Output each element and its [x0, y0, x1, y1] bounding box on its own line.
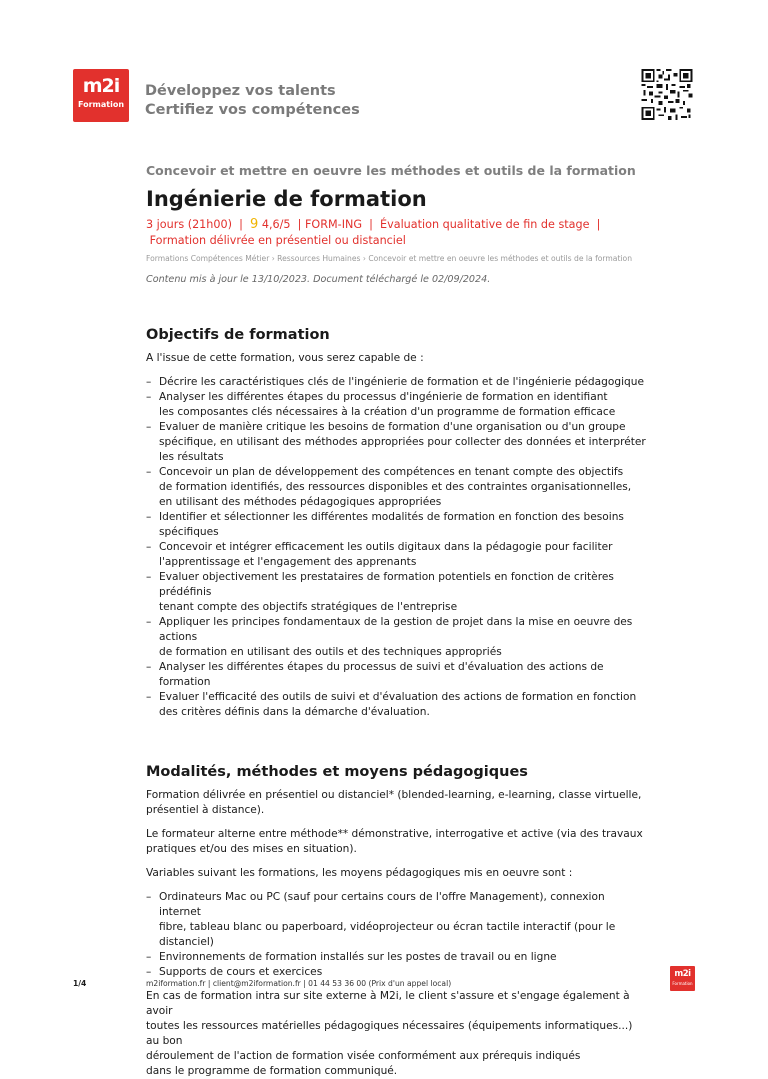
- text-line: toutes les ressources matérielles pédagogiques nécessaires (équipements informatiques...) au bon: [146, 1020, 633, 1047]
- text-line: Evaluer objectivement les prestataires de formation potentiels en fonction de critères prédéfinis: [159, 571, 614, 598]
- text-line: l'apprentissage et l'engagement des apprenants: [159, 556, 417, 568]
- text-line: fibre, tableau blanc ou paperboard, vidéoprojecteur ou écran tactile interactif (pour le distanciel): [159, 921, 616, 948]
- tagline-line-1: Développez vos talents: [145, 83, 336, 99]
- methods-paragraph-2: [146, 827, 646, 857]
- text-line: spécifiques: [159, 526, 219, 538]
- footer-logo-text: m2i: [674, 969, 691, 979]
- text-line: Analyser les différentes étapes du processus de suivi et d'évaluation des actions de formation: [159, 661, 604, 688]
- text-line: tenant compte des objectifs stratégiques de l'entreprise: [159, 601, 458, 613]
- tagline-line-2: Certifiez vos compétences: [145, 102, 360, 118]
- text-line: déroulement de l'action de formation visée conformément aux prérequis indiqués: [146, 1050, 581, 1062]
- page-number: 1/4: [73, 979, 87, 988]
- m2i-logo[interactable]: [73, 69, 129, 122]
- star-icon: 9: [250, 217, 259, 232]
- list-item: [146, 510, 646, 540]
- list-item: [146, 375, 646, 390]
- list-item: [146, 660, 646, 690]
- text-line: dans le programme de formation communiqué.: [146, 1065, 398, 1077]
- footer-logo: [670, 966, 695, 991]
- text-line: les composantes clés nécessaires à la création d'un programme de formation efficace: [159, 406, 616, 418]
- text-line: Le formateur alterne entre méthode** démonstrative, interrogative et active (via des travaux: [146, 828, 643, 840]
- text-line: en utilisant des méthodes pédagogiques appropriées: [159, 496, 442, 508]
- objectives-list: [146, 375, 646, 720]
- text-line: Environnements de formation installés sur les postes de travail ou en ligne: [159, 951, 557, 963]
- footer-contact: m2iformation.fr | client@m2iformation.fr | 01 44 53 36 00 (Prix d'un appel local): [146, 979, 452, 988]
- logo-text: m2i: [82, 75, 120, 97]
- methods-heading: Modalités, méthodes et moyens pédagogiques: [146, 764, 528, 780]
- text-line: Décrire les caractéristiques clés de l'ingénierie de formation et de l'ingénierie pédagogique: [159, 376, 644, 388]
- list-item: [146, 465, 646, 510]
- text-line: de formation identifiés, des ressources disponibles et des contraintes organisationnelles,: [159, 481, 632, 493]
- list-item: [146, 890, 646, 950]
- tagline: [145, 82, 360, 120]
- footer-logo-subtext: Formation: [672, 981, 693, 986]
- text-line: les résultats: [159, 451, 224, 463]
- text-line: Evaluer l'efficacité des outils de suivi et d'évaluation des actions de formation en fonction: [159, 691, 637, 703]
- update-notice: Contenu mis à jour le 13/10/2023. Document téléchargé le 02/09/2024.: [146, 274, 491, 285]
- course-subtitle: Concevoir et mettre en oeuvre les méthodes et outils de la formation: [146, 163, 636, 178]
- course-code: FORM-ING: [304, 218, 363, 231]
- text-line: Identifier et sélectionner les différentes modalités de formation en fonction des besoins: [159, 511, 624, 523]
- list-item: [146, 420, 646, 465]
- course-evaluation: Évaluation qualitative de fin de stage: [380, 218, 590, 231]
- course-content: [146, 162, 646, 1079]
- course-duration: 3 jours (21h00): [146, 218, 232, 231]
- objectives-heading: Objectifs de formation: [146, 327, 330, 343]
- text-line: des critères définis dans la démarche d'évaluation.: [159, 706, 430, 718]
- text-line: En cas de formation intra sur site externe à M2i, le client s'assure et s'engage également à avoir: [146, 990, 630, 1017]
- list-item: [146, 965, 646, 980]
- objectives-intro: A l'issue de cette formation, vous serez capable de :: [146, 352, 424, 364]
- text-line: Analyser les différentes étapes du processus d'ingénierie de formation en identifiant: [159, 391, 608, 403]
- methods-list: [146, 890, 646, 980]
- text-line: Formation délivrée en présentiel ou distanciel* (blended-learning, e-learning, classe virtuelle,: [146, 789, 642, 801]
- text-line: Supports de cours et exercices: [159, 966, 323, 978]
- text-line: de formation en utilisant des outils et des techniques appropriés: [159, 646, 502, 658]
- list-item: [146, 390, 646, 420]
- text-line: Ordinateurs Mac ou PC (sauf pour certains cours de l'offre Management), connexion internet: [159, 891, 605, 918]
- methods-paragraph-1: [146, 788, 646, 818]
- list-item: [146, 570, 646, 615]
- course-rating: 4,6/5: [261, 218, 291, 231]
- list-item: [146, 540, 646, 570]
- course-meta: 3 jours (21h00) | 9 4,6/5 | FORM-ING | Évaluation qualitative de fin de stage | Formation délivrée en présentiel ou distanciel: [146, 217, 601, 247]
- methods-paragraph-4: [146, 989, 646, 1079]
- qr-code-icon: [640, 69, 694, 120]
- text-line: Evaluer de manière critique les besoins de formation d'une organisation ou d'un groupe: [159, 421, 626, 433]
- methods-paragraph-3: Variables suivant les formations, les moyens pédagogiques mis en oeuvre sont :: [146, 867, 573, 879]
- text-line: Appliquer les principes fondamentaux de la gestion de projet dans la mise en oeuvre des actions: [159, 616, 633, 643]
- list-item: [146, 615, 646, 660]
- text-line: Concevoir et intégrer efficacement les outils digitaux dans la pédagogie pour faciliter: [159, 541, 613, 553]
- course-delivery: Formation délivrée en présentiel ou distanciel: [149, 233, 406, 247]
- text-line: pratiques et/ou des mises en situation).: [146, 843, 357, 855]
- logo-subtext: Formation: [77, 100, 125, 109]
- list-item: [146, 690, 646, 720]
- course-title: Ingénierie de formation: [146, 187, 427, 211]
- text-line: Concevoir un plan de développement des compétences en tenant compte des objectifs: [159, 466, 624, 478]
- text-line: spécifique, en utilisant des méthodes appropriées pour collecter des données et interpréter: [159, 436, 646, 448]
- text-line: présentiel à distance).: [146, 804, 265, 816]
- breadcrumb[interactable]: Formations Compétences Métier › Ressources Humaines › Concevoir et mettre en oeuvre les méthodes et outils de la formation: [146, 254, 633, 263]
- list-item: [146, 950, 646, 965]
